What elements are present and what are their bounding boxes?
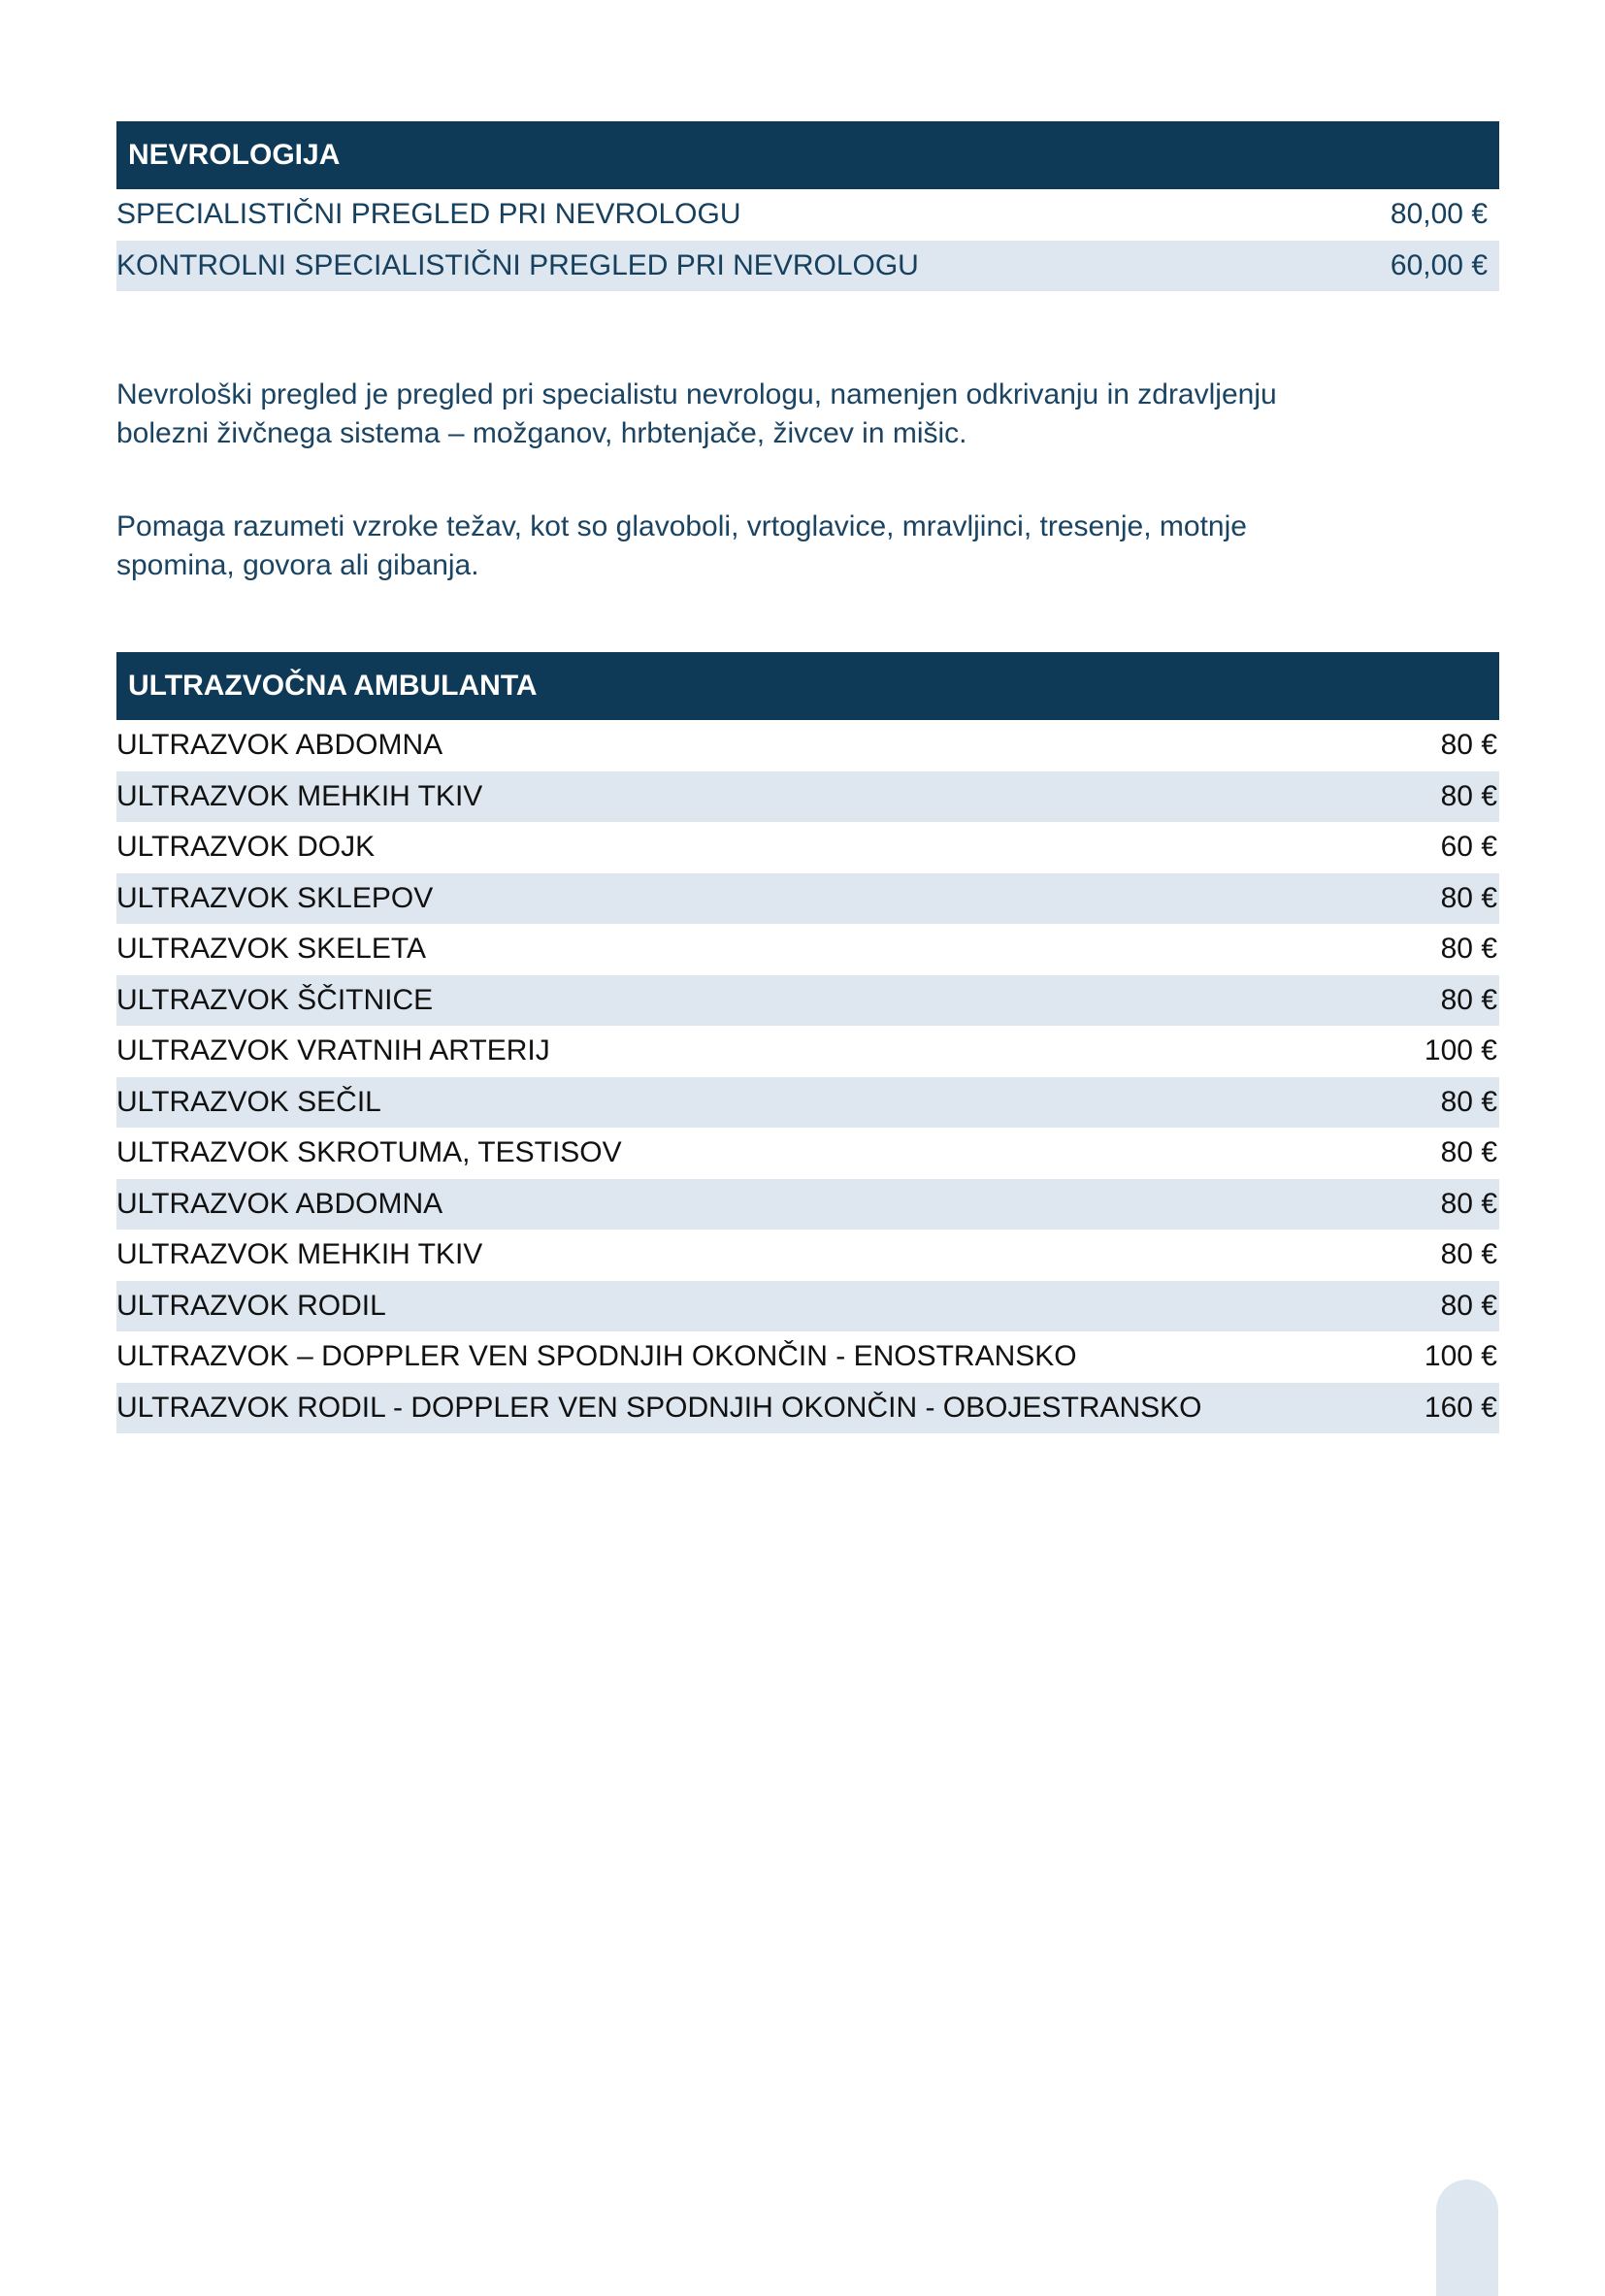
price-row bbox=[116, 873, 1499, 925]
page-number-tab bbox=[1436, 2180, 1498, 2296]
nevrologija-description-2: Pomaga razumeti vzroke težav, kot so glavoboli, vrtoglavice, mravljinci, tresenje, motnje spomina, govora ali gibanja. bbox=[116, 510, 1247, 581]
service-name: ULTRAZVOK SEČIL bbox=[116, 1085, 381, 1118]
service-name: ULTRAZVOK SKLEPOV bbox=[116, 881, 434, 914]
ultrazvok-section bbox=[116, 652, 1499, 1433]
service-price: 80 € bbox=[1440, 1289, 1497, 1322]
price-row bbox=[116, 189, 1499, 241]
service-name: KONTROLNI SPECIALISTIČNI PREGLED PRI NEVROLOGU bbox=[116, 248, 919, 281]
service-name: ULTRAZVOK RODIL bbox=[116, 1289, 386, 1322]
service-price: 80 € bbox=[1440, 881, 1497, 914]
price-row bbox=[116, 975, 1499, 1027]
service-price: 80,00 € bbox=[1390, 198, 1488, 231]
service-name: ULTRAZVOK SKELETA bbox=[116, 933, 426, 966]
service-price: 80 € bbox=[1440, 1187, 1497, 1220]
nevrologija-description-1: Nevrološki pregled je pregled pri specialistu nevrologu, namenjen odkrivanju in zdravljenju bolezni živčnega sistema – možganov, hrbtenjače, živcev in mišic. bbox=[116, 378, 1277, 449]
service-name: ULTRAZVOK – DOPPLER VEN SPODNJIH OKONČIN - ENOSTRANSKO bbox=[116, 1340, 1077, 1373]
service-name: ULTRAZVOK SKROTUMA, TESTISOV bbox=[116, 1136, 622, 1169]
service-name: ULTRAZVOK DOJK bbox=[116, 831, 376, 864]
section-header-nevrologija: NEVROLOGIJA bbox=[116, 121, 1499, 189]
price-row bbox=[116, 1128, 1499, 1179]
service-price: 60,00 € bbox=[1390, 248, 1488, 281]
price-row bbox=[116, 924, 1499, 975]
price-row bbox=[116, 1026, 1499, 1077]
price-row bbox=[116, 1230, 1499, 1281]
price-row bbox=[116, 1077, 1499, 1129]
service-name: ULTRAZVOK MEHKIH TKIV bbox=[116, 779, 483, 812]
section-header-ultrazvok: ULTRAZVOČNA AMBULANTA bbox=[116, 652, 1499, 720]
service-name: ULTRAZVOK ŠČITNICE bbox=[116, 983, 434, 1016]
price-row bbox=[116, 771, 1499, 823]
price-row bbox=[116, 241, 1499, 292]
service-price: 80 € bbox=[1440, 933, 1497, 966]
service-price: 80 € bbox=[1440, 1085, 1497, 1118]
price-row bbox=[116, 1281, 1499, 1332]
service-price: 80 € bbox=[1440, 1136, 1497, 1169]
service-price: 160 € bbox=[1424, 1391, 1497, 1424]
service-price: 80 € bbox=[1440, 729, 1497, 762]
service-name: ULTRAZVOK ABDOMNA bbox=[116, 729, 443, 762]
service-price: 100 € bbox=[1424, 1034, 1497, 1067]
price-row bbox=[116, 1179, 1499, 1230]
service-price: 60 € bbox=[1440, 831, 1497, 864]
service-price: 80 € bbox=[1440, 1238, 1497, 1271]
nevrologija-section bbox=[116, 121, 1499, 291]
service-name: ULTRAZVOK RODIL - DOPPLER VEN SPODNJIH OKONČIN - OBOJESTRANSKO bbox=[116, 1391, 1202, 1424]
price-row bbox=[116, 1331, 1499, 1383]
price-row bbox=[116, 1383, 1499, 1434]
service-price: 100 € bbox=[1424, 1340, 1497, 1373]
price-row bbox=[116, 720, 1499, 771]
service-name: SPECIALISTIČNI PREGLED PRI NEVROLOGU bbox=[116, 198, 741, 231]
service-price: 80 € bbox=[1440, 983, 1497, 1016]
service-price: 80 € bbox=[1440, 779, 1497, 812]
service-name: ULTRAZVOK MEHKIH TKIV bbox=[116, 1238, 483, 1271]
service-name: ULTRAZVOK ABDOMNA bbox=[116, 1187, 443, 1220]
service-name: ULTRAZVOK VRATNIH ARTERIJ bbox=[116, 1034, 550, 1067]
price-row bbox=[116, 822, 1499, 873]
